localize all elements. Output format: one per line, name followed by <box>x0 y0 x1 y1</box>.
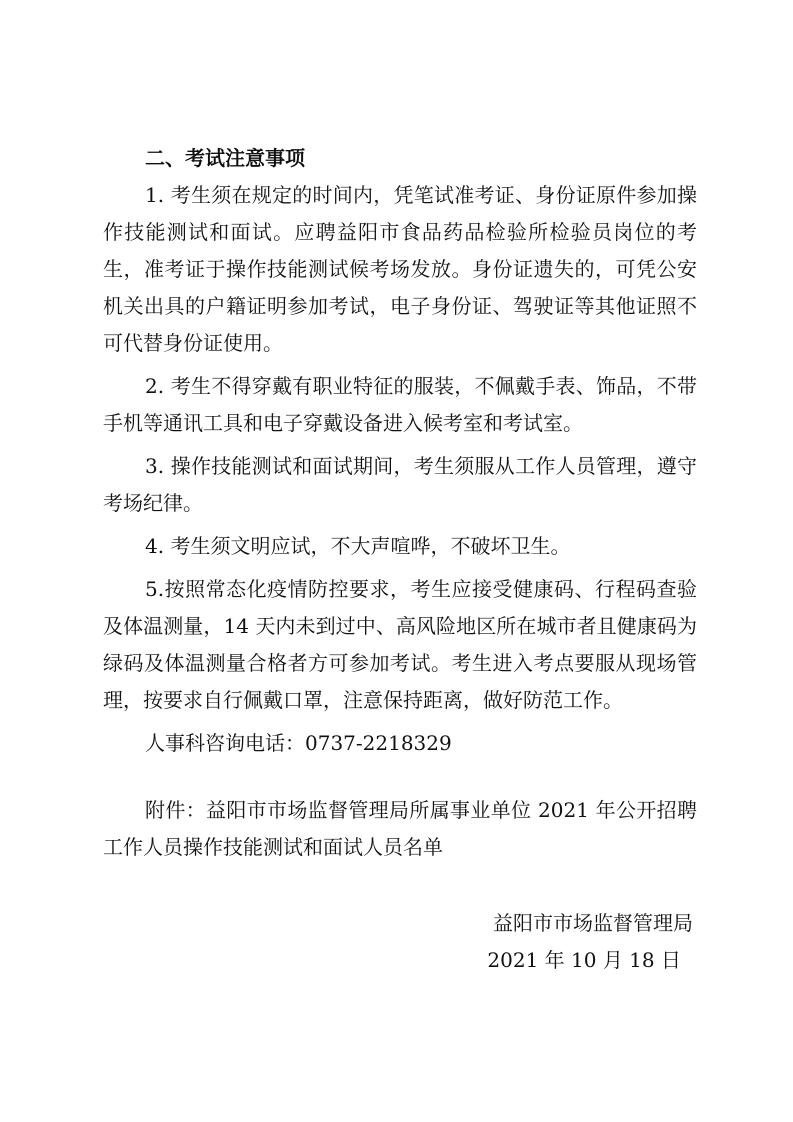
section-heading: 二、考试注意事项 <box>145 146 305 170</box>
document-body <box>103 140 697 866</box>
signature-date: 2021 年 10 月 18 日 <box>487 948 681 972</box>
notice-item-4: 4. 考生须文明应试，不大声喧哗，不破坏卫生。 <box>145 534 571 558</box>
notice-item-1: 1. 考生须在规定的时间内，凭笔试准考证、身份证原件参加操作技能测试和面试。应聘益阳市食品药品检验所检验员岗位的考生，准考证于操作技能测试候考场发放。身份证遗失的，可凭公安机关出具的户籍证明参加考试，电子身份证、驾驶证等其他证照不可代替身份证使用。 <box>103 183 697 355</box>
contact-phone: 人事科咨询电话：0737-2218329 <box>145 731 452 755</box>
attachment-note: 附件：益阳市市场监督管理局所属事业单位 2021 年公开招聘工作人员操作技能测试和面试人员名单 <box>103 798 697 859</box>
signature-organization: 益阳市市场监督管理局 <box>493 911 693 935</box>
signature-block <box>393 905 693 979</box>
notice-item-5: 5.按照常态化疫情防控要求，考生应接受健康码、行程码查验及体温测量，14 天内未到过中、高风险地区所在城市者且健康码为绿码及体温测量合格者方可参加考试。考生进入考点要服从现场管理，按要求自行佩戴口罩，注意保持距离，做好防范工作。 <box>103 577 697 712</box>
notice-item-2: 2. 考生不得穿戴有职业特征的服装，不佩戴手表、饰品，不带手机等通讯工具和电子穿戴设备进入候考室和考试室。 <box>103 374 697 435</box>
notice-item-3: 3. 操作技能测试和面试期间，考生须服从工作人员管理，遵守考场纪律。 <box>103 454 697 515</box>
